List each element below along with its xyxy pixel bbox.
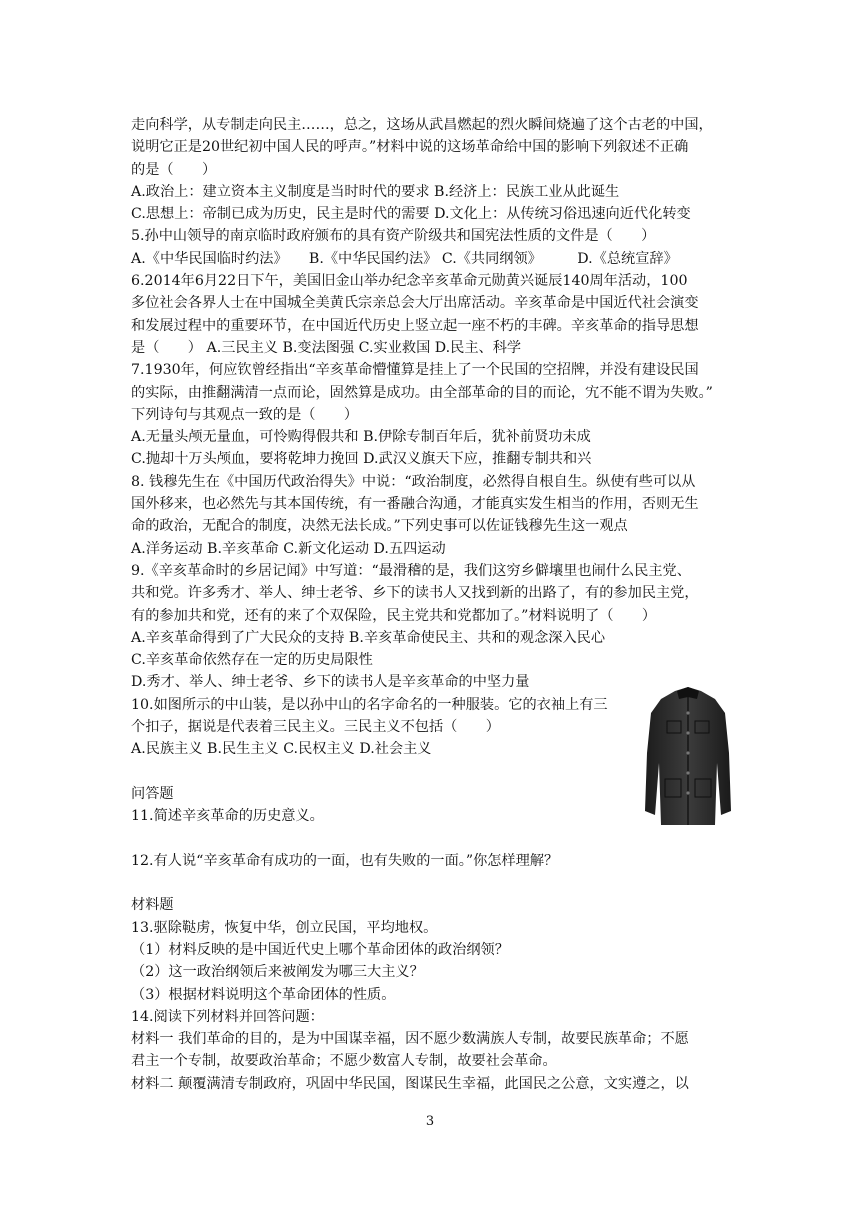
zhongshan-suit-image <box>643 683 733 833</box>
text-line: A.《中华民国临时约法》 B.《中华民国约法》 C.《共同纲领》 D.《总统宣辞》 <box>131 250 678 267</box>
text-line: A.洋务运动 B.辛亥革命 C.新文化运动 D.五四运动 <box>131 540 446 557</box>
text-line: 和发展过程中的重要环节，在中国近代历史上竖立起一座不朽的丰碑。辛亥革命的指导思想 <box>131 317 699 334</box>
text-line: C.抛却十万头颅血，要将乾坤力挽回 D.武汉义旗天下应，推翻专制共和兴 <box>131 451 592 468</box>
text-line: A.无量头颅无量血，可怜购得假共和 B.伊除专制百年后，犹补前贤功未成 <box>131 429 591 446</box>
text-line: 8. 钱穆先生在《中国历代政治得失》中说：“政治制度，必然得自根自生。纵使有些可以从 <box>131 473 696 490</box>
text-line: 7.1930年，何应钦曾经指出“辛亥革命懵懂算是挂上了一个民国的空招牌，并没有建设民国 <box>131 362 699 379</box>
text-line <box>131 761 731 783</box>
text-line: 君主一个专制，故要政治革命；不愿少数富人专制，故要社会革命。 <box>131 1053 557 1070</box>
text-line: 5.孙中山领导的南京临时政府颁布的具有资产阶级共和国宪法性质的文件是（ ） <box>131 228 656 245</box>
text-line: 材料题 <box>131 897 174 914</box>
page-number: 3 <box>425 1114 435 1129</box>
text-line: 问答题 <box>131 785 174 802</box>
text-line: 命的政治，无配合的制度，决然无法长成。”下列史事可以佐证钱穆先生这一观点 <box>131 518 628 535</box>
text-line: 材料二 颠覆满清专制政府，巩固中华民国，图谋民生幸福，此国民之公意，文实遵之，以 <box>131 1075 689 1092</box>
text-line: 的是（ ） <box>131 161 217 178</box>
text-line: 个扣子，据说是代表着三民主义。三民主义不包括（ ） <box>131 719 500 736</box>
text-line: 走向科学，从专制走向民主……，总之，这场从武昌燃起的烈火瞬间烧遍了这个古老的中国， <box>131 117 713 133</box>
text-line: 多位社会各界人士在中国城全美黄氏宗亲总会大厅出席活动。辛亥革命是中国近代社会演变 <box>131 295 699 312</box>
text-line: 11.简述辛亥革命的历史意义。 <box>131 808 324 825</box>
text-line: 说明它正是20世纪初中国人民的呼声。”材料中说的这场革命给中国的影响下列叙述不正确 <box>131 139 689 156</box>
text-line: 材料一 我们革命的目的，是为中国谋幸福，因不愿少数满族人专制，故要民族革命；不愿 <box>131 1031 689 1048</box>
text-line: 10.如图所示的中山装，是以孙中山的名字命名的一种服装。它的衣袖上有三 <box>131 696 608 713</box>
text-line: A.辛亥革命得到了广大民众的支持 B.辛亥革命使民主、共和的观念深入民心 <box>131 629 606 646</box>
text-line: 的实际，由推翻满清一点而论，固然算是成功。由全部革命的目的而论，宄不能不谓为失败。” <box>131 384 713 401</box>
text-line: A.民族主义 B.民生主义 C.民权主义 D.社会主义 <box>131 741 432 758</box>
text-line: D.秀才、举人、绅士老爷、乡下的读书人是辛亥革命的中坚力量 <box>131 674 530 691</box>
text-line: （2）这一政治纲领后来被阐发为哪三大主义？ <box>131 964 424 981</box>
text-line: C.思想上：帝制已成为历史，民主是时代的需要 D.文化上：从传统习俗迅速向近代化转变 <box>131 206 691 223</box>
text-line: 13.驱除鞑虏，恢复中华，创立民国，平均地权。 <box>131 919 438 936</box>
text-line: 国外移来，也必然先与其本国传统，有一番融合沟通，才能真实发生相当的作用，否则无生 <box>131 496 699 513</box>
text-line: （1）材料反映的是中国近代史上哪个革命团体的政治纲领？ <box>131 941 509 958</box>
text-line: 6.2014年6月22日下午，美国旧金山举办纪念辛亥革命元勋黄兴诞辰140周年活动，100 <box>131 273 688 290</box>
text-line: 9.《辛亥革命时的乡居记闻》中写道：“最滑稽的是，我们这穷乡僻壤里也闹什么民主党、 <box>131 562 691 579</box>
text-line: （3）根据材料说明这个革命团体的性质。 <box>131 986 396 1003</box>
text-line <box>131 828 731 850</box>
text-line: C.辛亥革命依然存在一定的历史局限性 <box>131 652 373 669</box>
text-line: A.政治上：建立资本主义制度是当时时代的要求 B.经济上：民族工业从此诞生 <box>131 183 620 200</box>
text-line: 是（ ） A.三民主义 B.变法图强 C.实业救国 D.民主、科学 <box>131 339 522 356</box>
document-body <box>131 114 731 1095</box>
text-line: 共和党。许多秀才、举人、绅士老爷、乡下的读书人又找到新的出路了，有的参加民主党， <box>131 585 699 602</box>
text-line: 12.有人说“辛亥革命有成功的一面，也有失败的一面。”你怎样理解？ <box>131 852 559 869</box>
text-line: 下列诗句与其观点一致的是（ ） <box>131 406 359 423</box>
text-line: 有的参加共和党，还有的来了个双保险，民主党共和党都加了。”材料说明了（ ） <box>131 607 657 624</box>
text-line: 14.阅读下列材料并回答问题： <box>131 1008 324 1025</box>
text-line <box>131 872 731 894</box>
